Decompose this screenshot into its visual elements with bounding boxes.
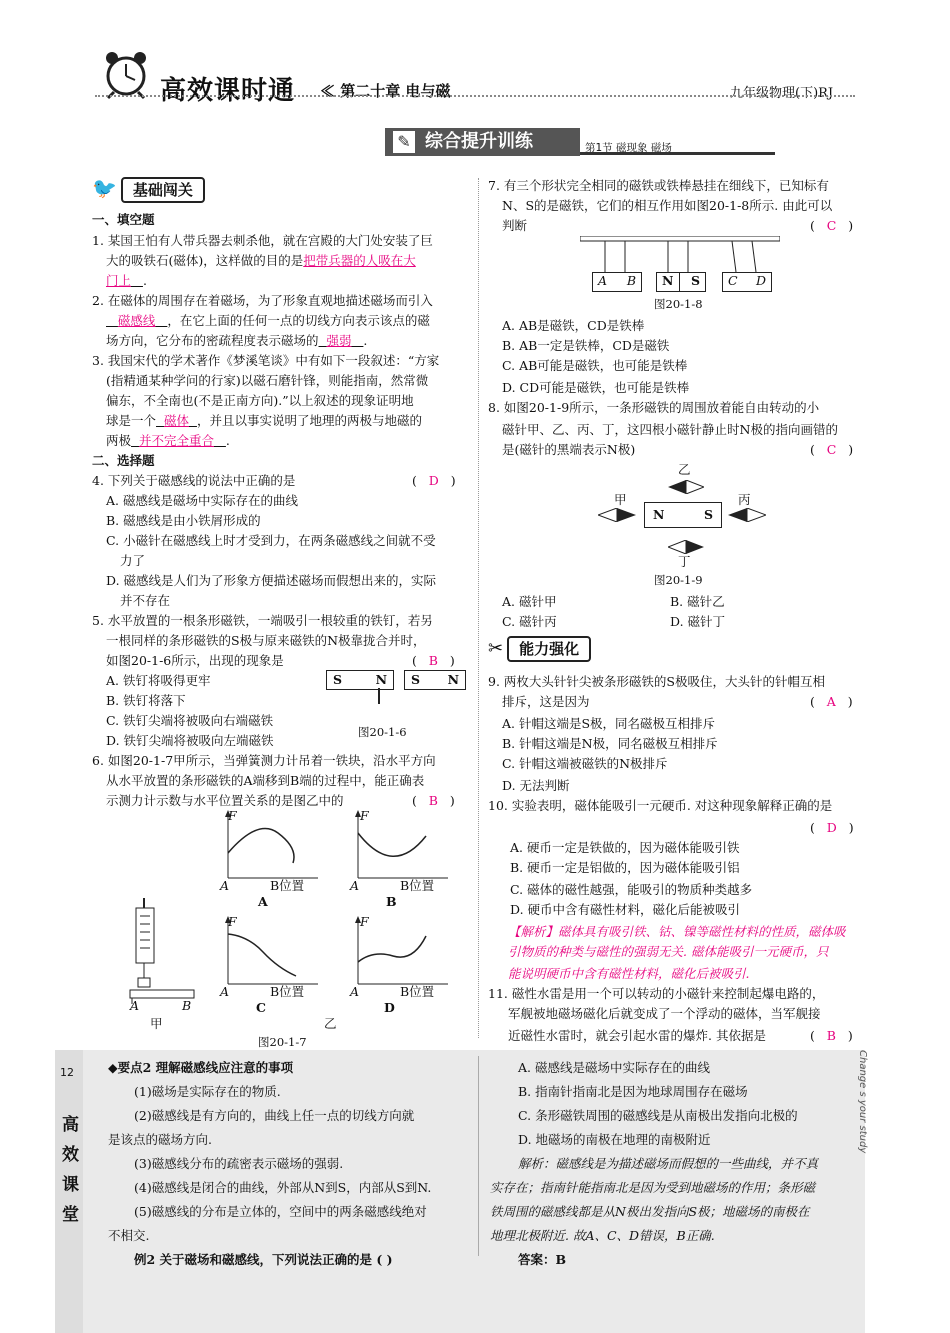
side-title: 高 效 课 堂	[62, 1115, 79, 1225]
header-divider	[95, 95, 855, 97]
example-option-b: B. 指南针指南北是因为地球周围存在磁场	[518, 1084, 748, 1099]
graph-d-axis-a: A	[350, 984, 360, 999]
vertical-slogan: Change s your study	[857, 1050, 868, 1154]
graph-c-label: C	[256, 1000, 266, 1015]
figure-20-1-9-caption: 图20-1-9	[654, 573, 703, 587]
q4-option-b: B. 磁感线是由小铁屑形成的	[106, 513, 261, 528]
q11-line1: 11. 磁性水雷是用一个可以转动的小磁针来控制起爆电路的，	[488, 986, 825, 1001]
q10-option-d: D. 硬币中含有磁性材料，磁化后能被吸引	[510, 902, 741, 917]
q3-line2: (指精通某种学问的行家)以磁石磨针锋，则能指南，然常微	[106, 373, 429, 388]
graph-b-axis-a: A	[350, 878, 360, 893]
q10-analysis-3: 能说明硬币中含有磁性材料，磁化后被吸引.	[508, 966, 750, 981]
q11-answer: ( B )	[810, 1028, 853, 1043]
q5-option-c: C. 铁钉尖端将被吸向右端磁铁	[106, 713, 274, 728]
example-2: 例2 关于磁场和磁感线，下列说法正确的是 ( )	[134, 1252, 393, 1267]
q4-answer: ( D )	[412, 473, 456, 488]
example-option-d: D. 地磁场的南极在地理的南极附近	[518, 1132, 711, 1147]
keypoint-2: (2)磁感线是有方向的，曲线上任一点的切线方向就	[134, 1108, 415, 1123]
pencil-icon: ✎	[393, 131, 415, 153]
graph-a-label: A	[258, 894, 268, 909]
graph-c-axis-f: F	[228, 914, 237, 929]
section-tag: 第1节 磁现象 磁场	[585, 142, 672, 154]
q5-line2: 一根同样的条形磁铁的S极与原来磁铁的N极靠拢合并时，	[106, 633, 426, 648]
q11-line3: 近磁性水雷时，就会引起水雷的爆炸. 其依据是	[508, 1028, 766, 1043]
keypoint-5-cont: 不相交.	[108, 1228, 150, 1243]
needle-bing-icon	[728, 508, 766, 525]
title-underline	[580, 152, 775, 155]
q4-option-c-cont: 力了	[120, 553, 146, 568]
graph-d-axis-b: B位置	[400, 984, 435, 999]
iron-nail	[378, 688, 380, 704]
scissors-icon: ✂	[488, 638, 504, 659]
q9-line2: 排斥，这是因为	[502, 694, 590, 709]
brand-title: 高效课时通	[160, 76, 296, 106]
figure-yi-label: 乙	[324, 1016, 337, 1031]
grade-label: 九年级物理(下)RJ	[730, 86, 834, 101]
needle-yi-icon	[668, 480, 704, 497]
q10-option-b: B. 硬币一定是铝做的，因为磁体能吸引铝	[510, 860, 740, 875]
figure-20-1-6-caption: 图20-1-6	[358, 725, 407, 739]
q5-option-d: D. 铁钉尖端将被吸向左端磁铁	[106, 733, 274, 748]
needle-jia-icon	[598, 508, 636, 525]
q10-stem: 10. 实验表明，磁体能吸引一元硬币. 对这种现象解释正确的是	[488, 798, 833, 813]
needle-ding-label: 丁	[678, 554, 691, 569]
q3-line3: 偏东，不全南也(不是正南方向).”以上叙述的现象证明地	[106, 393, 414, 408]
ability-badge: ✂ 能力强化	[488, 638, 591, 659]
q4-option-c: C. 小磁针在磁感线上时才受到力，在两条磁感线之间就不受	[106, 533, 436, 548]
section-title: ✎ 综合提升训练	[385, 128, 580, 156]
figure-20-1-7-caption: 图20-1-7	[258, 1035, 307, 1049]
q4-option-d-cont: 并不存在	[120, 593, 171, 608]
needle-yi-label: 乙	[678, 462, 691, 477]
q2-line1: 2. 在磁体的周围存在着磁场，为了形象直观地描述磁场而引入	[92, 293, 433, 308]
bar-magnet: N S	[644, 502, 722, 528]
q9-line1: 9. 两枚大头针针尖被条形磁铁的S极吸住，大头针的针帽互相	[488, 674, 825, 689]
q8-line2: 磁针甲、乙、丙、丁，这四根小磁针静止时N极的指向画错的	[502, 422, 838, 437]
q8-line3: 是(磁针的黑端表示N极)	[502, 442, 636, 457]
base-label-a: A	[130, 998, 140, 1013]
q4-option-a: A. 磁感线是磁场中实际存在的曲线	[106, 493, 298, 508]
part2-heading: 二、选择题	[92, 453, 155, 468]
column-divider	[478, 178, 479, 1038]
q5-option-b: B. 铁钉将落下	[106, 693, 186, 708]
base-label-b: B	[182, 998, 192, 1013]
q8-option-c: C. 磁针丙	[502, 614, 557, 629]
figure-jia-label: 甲	[150, 1016, 163, 1031]
q3-line5: 两极 并不完全重合 .	[106, 433, 230, 448]
q11-line2: 军舰被地磁场磁化后就变成了一个浮动的磁体，当军舰接	[508, 1006, 821, 1021]
q8-line1: 8. 如图20-1-9所示，一条形磁铁的周围放着能自由转动的小	[488, 400, 820, 415]
graph-a-axis-b: B位置	[270, 878, 305, 893]
keypoint-2-cont: 是该点的磁场方向.	[108, 1132, 212, 1147]
q7-option-d: D. CD可能是磁铁，也可能是铁棒	[502, 380, 690, 395]
keypoint-4: (4)磁感线是闭合的曲线，外部从N到S，内部从S到N.	[134, 1180, 432, 1195]
q6-line1: 6. 如图20-1-7甲所示，当弹簧测力计吊着一铁块，沿水平方向	[92, 753, 436, 768]
q9-option-c: C. 针帽这端被磁铁的N极排斥	[502, 756, 668, 771]
q8-answer: ( C )	[810, 442, 854, 457]
q3-line1: 3. 我国宋代的学术著作《梦溪笔谈》中有如下一段叙述：“方家	[92, 353, 440, 368]
keypoint-5: (5)磁感线的分布是立体的，空间中的两条磁感线绝对	[134, 1204, 427, 1219]
q8-option-d: D. 磁针丁	[670, 614, 726, 629]
example-analysis-3: 铁周围的磁感线都是从N极出发指向S极；地磁场的南极在	[490, 1204, 810, 1219]
basic-badge: 🐦 基础闯关	[92, 176, 205, 200]
q1-line1: 1. 某国王怕有人带兵器去刺杀他，就在宫殿的大门处安装了巨	[92, 233, 433, 248]
keypoint-1: (1)磁场是实际存在的物质.	[134, 1084, 281, 1099]
figure-20-1-8-caption: 图20-1-8	[654, 297, 703, 311]
graph-d-axis-f: F	[360, 914, 369, 929]
q9-option-b: B. 针帽这端是N极，同名磁极互相排斥	[502, 736, 718, 751]
q10-option-c: C. 磁体的磁性越强，能吸引的物质种类越多	[510, 882, 753, 897]
q3-line4: 球是一个 磁体 ，并且以事实说明了地理的两极与地磁的	[106, 413, 422, 428]
q7-answer: ( C )	[810, 218, 854, 233]
part1-heading: 一、填空题	[92, 212, 155, 227]
needle-jia-label: 甲	[614, 492, 627, 507]
graph-c-axis-b: B位置	[270, 984, 305, 999]
chapter-title: ≪ 第二十章 电与磁	[320, 82, 451, 100]
q7-option-b: B. AB一定是铁棒，CD是磁铁	[502, 338, 670, 353]
example-analysis-4: 地理北极附近. 故A、C、D错误，B正确.	[490, 1228, 715, 1243]
q7-line2: N、S的是磁铁，它们的相互作用如图20-1-8所示. 由此可以	[502, 198, 833, 213]
q5-option-a: A. 铁钉将吸得更牢	[106, 673, 211, 688]
q5-line1: 5. 水平放置的一根条形磁铁，一端吸引一根较重的铁钉，若另	[92, 613, 433, 628]
needle-bing-label: 丙	[738, 492, 751, 507]
q1-line3: 门上 .	[106, 273, 147, 288]
graph-b-axis-b: B位置	[400, 878, 435, 893]
graph-d-label: D	[384, 1000, 395, 1015]
q6-answer: ( B )	[412, 793, 455, 808]
graph-a-axis-a: A	[220, 878, 230, 893]
graph-b-axis-f: F	[360, 808, 369, 823]
q6-line3: 示测力计示数与水平位置关系的是图乙中的	[106, 793, 344, 808]
keypoint-3: (3)磁感线分布的疏密表示磁场的强弱.	[134, 1156, 344, 1171]
page-number: 12	[60, 1066, 74, 1079]
magnet-left: S N	[326, 670, 394, 690]
q8-option-a: A. 磁针甲	[502, 594, 557, 609]
q10-answer: ( D )	[810, 820, 854, 835]
q9-option-a: A. 针帽这端是S极，同名磁极互相排斥	[502, 716, 716, 731]
q8-option-b: B. 磁针乙	[670, 594, 725, 609]
example-analysis-2: 实存在；指南针能指南北是因为受到地磁场的作用；条形磁	[490, 1180, 816, 1195]
bar-ab: A B	[592, 272, 642, 292]
q7-line1: 7. 有三个形状完全相同的磁铁或铁棒悬挂在细线下，已知标有	[488, 178, 829, 193]
q7-line3: 判断	[502, 218, 528, 233]
example-analysis-1: 解析：磁感线是为描述磁场而假想的一些曲线，并不真	[518, 1156, 819, 1171]
q10-analysis-2: 引物质的种类与磁性的强弱无关. 磁体能吸引一元硬币，只	[508, 944, 829, 959]
q10-option-a: A. 硬币一定是铁做的，因为磁体能吸引铁	[510, 840, 740, 855]
magnet-ns: N S	[656, 272, 706, 292]
magnet-right: S N	[404, 670, 466, 690]
bird-icon: 🐦	[92, 176, 117, 200]
q5-line3: 如图20-1-6所示，出现的现象是	[106, 653, 284, 668]
q9-answer: ( A )	[810, 694, 853, 709]
clock-logo-icon	[98, 48, 154, 100]
q6-line2: 从水平放置的条形磁铁的A端移到B端的过程中，能正确表	[106, 773, 425, 788]
q4-stem: 4. 下列关于磁感线的说法中正确的是	[92, 473, 296, 488]
q7-option-c: C. AB可能是磁铁，也可能是铁棒	[502, 358, 688, 373]
q5-answer: ( B )	[412, 653, 455, 668]
q9-option-d: D. 无法判断	[502, 778, 570, 793]
example-answer: 答案：B	[518, 1252, 567, 1267]
keypoint-heading: ◆要点2 理解磁感线应注意的事项	[108, 1060, 294, 1075]
example-option-c: C. 条形磁铁周围的磁感线是从南极出发指向北极的	[518, 1108, 798, 1123]
graph-b-label: B	[386, 894, 397, 909]
graph-a-axis-f: F	[228, 808, 237, 823]
q4-option-d: D. 磁感线是人们为了形象方便描述磁场而假想出来的，实际	[106, 573, 437, 588]
q2-line2: 磁感线 ，在它上面的任何一点的切线方向表示该点的磁	[117, 313, 430, 328]
bar-cd: C D	[722, 272, 772, 292]
graph-c-axis-a: A	[220, 984, 230, 999]
q7-option-a: A. AB是磁铁，CD是铁棒	[502, 318, 645, 333]
bottom-divider	[478, 1056, 479, 1256]
q1-line2: 大的吸铁石(磁体)，这样做的目的是把带兵器的人吸在大	[106, 253, 416, 268]
example-option-a: A. 磁感线是磁场中实际存在的曲线	[518, 1060, 710, 1075]
q2-line3: 场方向，它分布的密疏程度表示磁场的 强弱 .	[106, 333, 368, 348]
q10-analysis-1: 【解析】磁体具有吸引铁、钴、镍等磁性材料的性质，磁体吸	[508, 924, 846, 939]
